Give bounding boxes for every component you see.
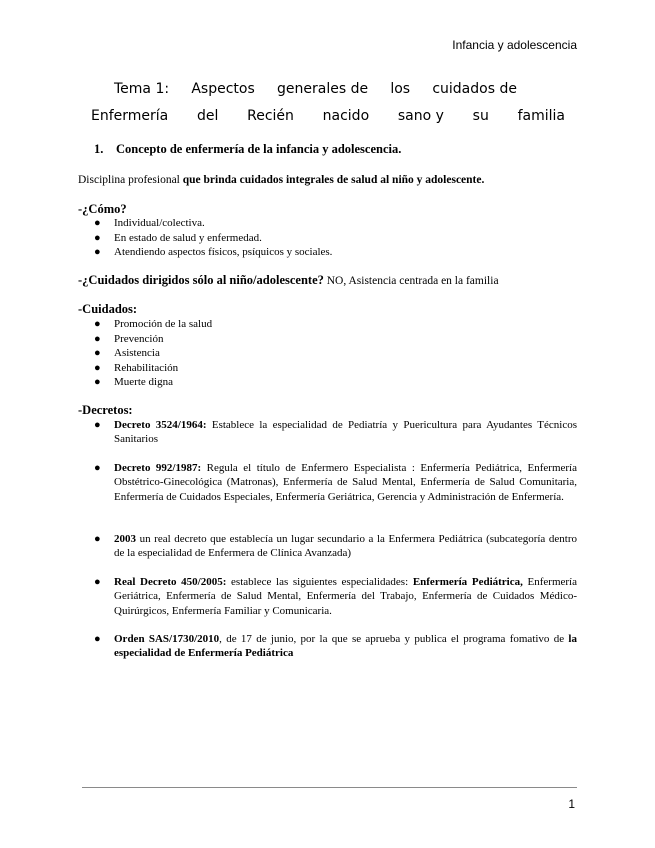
intro-paragraph — [78, 174, 484, 186]
decreto-bold: Orden SAS/1730/2010 — [114, 633, 220, 645]
bullet-icon: ● — [94, 462, 101, 474]
bullet-icon: ● — [94, 533, 101, 545]
title-word: Recién — [247, 108, 294, 124]
decreto-bold: Decreto 992/1987: — [114, 462, 202, 474]
title-word: nacido — [322, 108, 370, 124]
cuidados-heading: -Cuidados: — [78, 302, 138, 316]
list-item-text: Muerte digna — [114, 376, 173, 389]
title-word: su — [472, 108, 489, 124]
decreto-body: un real decreto que establecía un lugar secundario a la Enfermera Pediátrica (subcategoría dentro de la especialidad de Enfermera de Clínica Avanzada) — [114, 533, 577, 560]
como-heading: -¿Cómo? — [78, 202, 127, 216]
cuidados-list — [94, 317, 212, 390]
decreto-item — [94, 532, 577, 561]
list-item-text: Individual/colectiva. — [114, 217, 205, 229]
list-item-text: Prevención — [114, 332, 164, 345]
decreto-bold-2: Enfermería Pediátrica, — [412, 576, 523, 588]
section-title: Concepto de enfermería de la infancia y adolescencia. — [116, 142, 402, 156]
list-item — [94, 361, 212, 376]
intro-bold: que brinda cuidados integrales de salud al niño y adolescente. — [182, 174, 485, 186]
decreto-item — [94, 575, 577, 618]
document-title — [82, 76, 577, 130]
dirigidos-question: -¿Cuidados dirigidos sólo al niño/adolescente? — [78, 273, 324, 287]
section-number: 1. — [94, 142, 104, 156]
decreto-text — [114, 418, 577, 447]
title-word: cuidados de — [432, 81, 517, 97]
running-header: Infancia y adolescencia — [452, 38, 577, 52]
dirigidos-paragraph — [78, 273, 499, 288]
list-item — [94, 317, 212, 332]
decreto-item — [94, 632, 577, 661]
list-item-text: Rehabilitación — [114, 361, 179, 374]
bullet-icon: ● — [94, 419, 101, 431]
title-word: generales de — [277, 81, 369, 97]
bullet-icon: ● — [94, 217, 101, 229]
footer-divider — [82, 787, 577, 788]
list-item — [94, 216, 332, 231]
page-number: 1 — [568, 797, 575, 811]
bullet-icon: ● — [94, 246, 101, 259]
decretos-heading: -Decretos: — [78, 403, 133, 417]
list-item-text: Atendiendo aspectos físicos, psíquicos y sociales. — [114, 246, 333, 259]
como-list — [94, 216, 332, 260]
decreto-text — [114, 632, 577, 661]
title-word: Aspectos — [191, 81, 255, 97]
bullet-icon: ● — [94, 332, 101, 345]
decreto-text — [114, 575, 577, 618]
title-line-1 — [82, 76, 577, 103]
title-word: los — [390, 81, 411, 97]
bullet-icon: ● — [94, 347, 101, 360]
decreto-bold: 2003 — [114, 533, 136, 545]
list-item-text: Promoción de la salud — [114, 318, 213, 330]
decreto-body: establece las siguientes especialidades: — [226, 576, 413, 588]
title-line-2 — [82, 103, 577, 130]
title-word: del — [196, 108, 219, 124]
bullet-icon: ● — [94, 633, 101, 645]
title-word: Tema 1: — [114, 81, 170, 97]
decreto-body-2: Enfermería Geriátrica, Enfermería de Salud Mental, Enfermería del Trabajo, Enfermería de Cuidados Médico-Quirúrgicos, Enfermería Familiar y Comunicaria. — [114, 576, 577, 617]
section-heading — [94, 142, 401, 157]
list-item — [94, 375, 212, 390]
list-item-text: En estado de salud y enfermedad. — [114, 231, 262, 244]
bullet-icon: ● — [94, 318, 101, 330]
list-item — [94, 245, 332, 260]
title-word: familia — [517, 108, 565, 124]
bullet-icon: ● — [94, 576, 101, 588]
title-word: Enfermería — [91, 108, 169, 124]
decreto-bold: Real Decreto 450/2005: — [114, 576, 227, 588]
decreto-item — [94, 418, 577, 447]
bullet-icon: ● — [94, 231, 101, 244]
intro-prefix: Disciplina profesional — [78, 174, 183, 186]
title-word: sano y — [397, 108, 444, 124]
decreto-item — [94, 461, 577, 504]
bullet-icon: ● — [94, 361, 101, 374]
decreto-bold: Decreto 3524/1964: — [114, 419, 207, 431]
list-item — [94, 231, 332, 246]
decreto-body: Regula el título de Enfermero Especialista : Enfermería Pediátrica, Enfermería Obstétrico-Ginecológica (Matronas), Enfermería de Salud Mental, Enfermería de Salud Comunitaria, Enfermería de Cuidados Especiales, Enfermería Geriátrica, Gerencia y Administración de Enfermería. — [114, 462, 577, 503]
list-item-text: Asistencia — [114, 347, 160, 360]
bullet-icon: ● — [94, 376, 101, 389]
dirigidos-answer: NO, Asistencia centrada en la familia — [323, 275, 499, 287]
list-item — [94, 346, 212, 361]
decreto-bold-2: la especialidad de Enfermería Pediátrica — [114, 633, 577, 660]
decreto-body: Establece la especialidad de Pediatría y Puericultura para Ayudantes Técnicos Sanitarios — [114, 419, 577, 446]
decreto-text — [114, 532, 577, 561]
list-item — [94, 332, 212, 347]
decreto-text — [114, 461, 577, 504]
decreto-body: , de 17 de junio, por la que se aprueba y publica el programa fomativo de — [219, 633, 569, 645]
